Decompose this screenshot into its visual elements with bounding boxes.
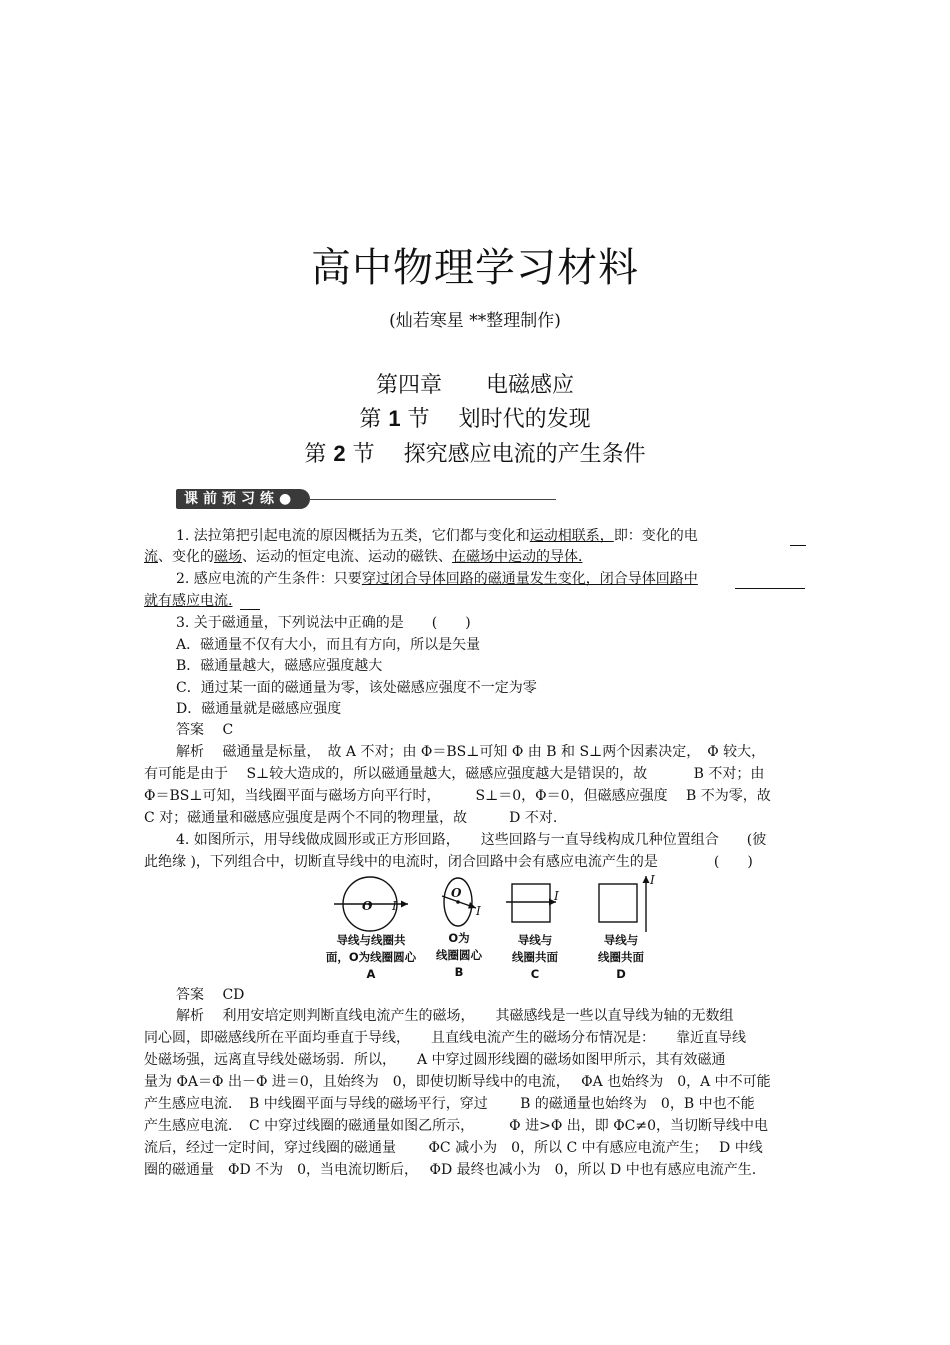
figure-a-caption (322, 932, 420, 983)
q2-blank-tail (735, 588, 805, 589)
section-heading-1 (0, 402, 950, 433)
q3-option-c: C．通过某一面的磁通量为零，该处磁感应强度不一定为零 (176, 680, 537, 696)
q4-analysis-line-5: 产生感应电流． B 中线圈平面与导线的磁场平行，穿过 B 的磁通量也始终为 0，B 中也不能 (144, 1096, 755, 1112)
figure-b-o-label: O (451, 886, 462, 900)
q2-line1 (176, 569, 698, 590)
figure-d-caption-1: 导线与 (603, 933, 639, 947)
q4-answer: 答案 CD (176, 987, 245, 1003)
figure-a-i-label: I (392, 899, 397, 913)
figure-a-caption-1: 导线与线圈共 (336, 933, 406, 947)
q4-analysis-line-4: 量为 ΦA＝Φ 出－Φ 进＝0，且始终为 0，即使切断导线中的电流， ΦA 也始终为 0，A 中不可能 (144, 1074, 771, 1090)
q3-answer: 答案 C (176, 722, 234, 738)
figure-c-caption (498, 932, 572, 983)
document-title: 高中物理学习材料 (311, 245, 639, 291)
q4-analysis-line-6: 产生感应电流． C 中穿过线圈的磁通量如图乙所示， Φ 进>Φ 出，即 ΦC≠0，当切断导线中电 (144, 1118, 769, 1134)
q1-text-b: 即：变化的电 (613, 528, 698, 544)
q3-analysis-line-2: 有可能是由于 S⊥较大造成的，所以磁通量越大，磁感应强度越大是错误的，故 B 不对；由 (144, 766, 765, 782)
figure-b-caption (422, 930, 496, 981)
figure-a-caption-2: 面，O为线圈圆心 (325, 950, 417, 964)
q4-analysis-line-7: 流后，经过一定时间，穿过线圈的磁通量 ΦC 减小为 0，所以 C 中有感应电流产生； D 中线 (144, 1140, 763, 1156)
chapter-heading: 第四章 电磁感应 (375, 373, 574, 398)
section2-prefix: 第 (304, 442, 327, 467)
q3-stem: 3. 关于磁通量，下列说法中正确的是 ( ) (176, 615, 471, 631)
q1-blank-2: 流 (144, 549, 158, 565)
q1-blank-3: 磁场 (214, 549, 242, 565)
figure-c-caption-1: 导线与 (517, 933, 553, 947)
q4-stem-line-1: 4. 如图所示，用导线做成圆形或正方形回路， 这些回路与一直导线构成几种位置组合 (彼 (176, 832, 767, 848)
figure-b-caption-1: O为 (448, 931, 470, 945)
section2-number: 2 (333, 441, 346, 466)
q4-analysis-line-1: 解析 利用安培定则判断直线电流产生的磁场， 其磁感线是一些以直导线为轴的无数组 (176, 1008, 734, 1024)
section1-number: 1 (388, 406, 401, 431)
q2-blank-1: 穿过闭合导体回路的磁通量发生变化，闭合导体回路中 (361, 571, 698, 587)
figure-d-diagram (599, 876, 650, 932)
section-label: 课前预习练● (176, 489, 310, 509)
q2-line2 (144, 591, 232, 612)
q4-stem-line-2: 此绝缘 )，下列组合中，切断直导线中的电流时，闭合回路中会有感应电流产生的是 ( ) (144, 854, 753, 870)
figure-d-caption (586, 932, 656, 983)
figure-d-i-label: I (650, 873, 655, 887)
q4-figure (318, 872, 668, 984)
q2-blank-tail-2 (240, 609, 260, 610)
figure-b-letter: B (454, 965, 464, 979)
q1-blank-4: 在磁场中运动的导体. (452, 549, 583, 565)
figure-c-diagram (506, 884, 556, 922)
section-heading-2 (0, 437, 950, 468)
q2-blank-2: 就有感应电流. (144, 593, 233, 609)
q4-analysis-line-3: 处磁场强，远离直导线处磁场弱．所以， A 中穿过圆形线圈的磁场如图甲所示，其有效磁通 (144, 1052, 726, 1068)
figure-d-letter: D (616, 967, 626, 981)
section1-prefix: 第 (359, 407, 382, 432)
section-divider (310, 499, 556, 500)
document-subtitle: (灿若寒星 **整理制作) (389, 311, 561, 331)
q1-text-d: 、运动的恒定电流、运动的磁铁、 (242, 549, 452, 565)
q1-line1 (176, 526, 698, 547)
figure-c-i-label: I (554, 889, 559, 903)
q3-option-a: A．磁通量不仅有大小，而且有方向，所以是矢量 (176, 637, 481, 653)
section-label-bar (176, 489, 556, 509)
q3-analysis-line-3: Φ＝BS⊥可知，当线圈平面与磁场方向平行时， S⊥＝0，Φ＝0，但磁感应强度 B 不为零，故 (144, 788, 771, 804)
figure-a-letter: A (366, 967, 376, 981)
figure-c-letter: C (530, 967, 540, 981)
figure-c-caption-2: 线圈共面 (512, 950, 558, 964)
figure-a-o-label: O (362, 899, 373, 913)
q1-blank-tail (790, 545, 806, 546)
q4-analysis-line-2: 同心圆，即磁感线所在平面均垂直于导线， 且直线电流产生的磁场分布情况是： 靠近直导线 (144, 1030, 746, 1046)
q1-blank-1: 运动相联系， (529, 528, 614, 544)
figure-b-i-label: I (476, 904, 481, 918)
q3-option-b: B．磁通量越大，磁感应强度越大 (176, 658, 383, 674)
figure-b-caption-2: 线圈圆心 (436, 948, 482, 962)
section2-rest: 节 探究感应电流的产生条件 (352, 442, 646, 467)
q1-line2 (144, 547, 582, 568)
q1-text-c: 、变化的 (158, 549, 214, 565)
figure-d-caption-2: 线圈共面 (598, 950, 644, 964)
section1-rest: 节 划时代的发现 (407, 407, 591, 432)
q3-analysis-line-1: 解析 磁通量是标量， 故 A 不对；由 Φ＝BS⊥可知 Φ 由 B 和 S⊥两个因素决定， Φ 较大， (176, 744, 766, 760)
q3-option-d: D．磁通量就是磁感应强度 (176, 701, 342, 717)
q1-text-a: 1. 法拉第把引起电流的原因概括为五类，它们都与变化和 (176, 528, 530, 544)
q4-analysis-line-8: 圈的磁通量 ΦD 不为 0，当电流切断后， ΦD 最终也减小为 0，所以 D 中也有感应电流产生. (144, 1162, 757, 1178)
q2-text-a: 2. 感应电流的产生条件：只要 (176, 571, 362, 587)
q3-analysis-line-4: C 对；磁通量和磁感应强度是两个不同的物理量，故 D 不对. (144, 810, 558, 826)
